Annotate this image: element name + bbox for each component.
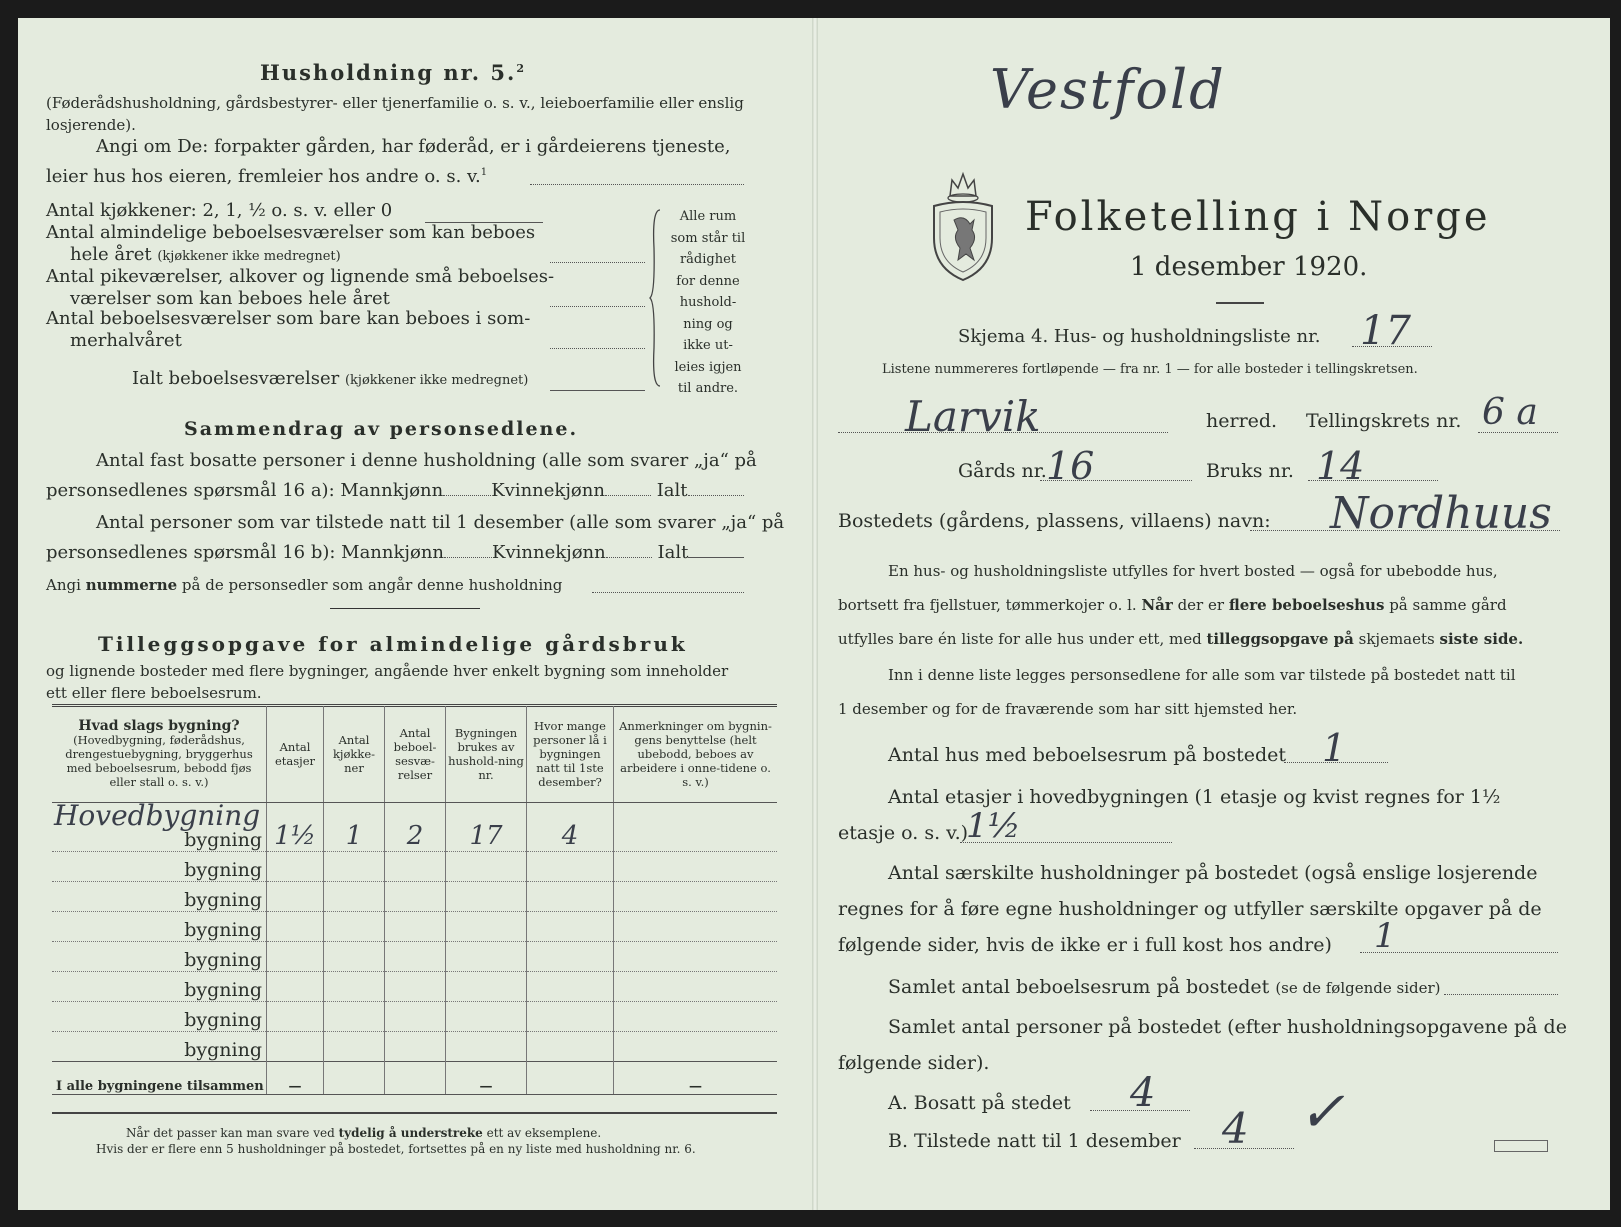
building-label: bygning	[184, 889, 262, 911]
cell-rum[interactable]	[385, 912, 446, 942]
building-type-cell[interactable]	[52, 852, 267, 882]
answer-line[interactable]	[1040, 480, 1192, 481]
gards-nr[interactable]: 16	[1046, 444, 1095, 488]
footnote-1: Når det passer kan man svare ved tydelig å understreke ett av eksemplene.	[126, 1126, 602, 1140]
building-label: bygning	[184, 859, 262, 881]
answer-line[interactable]	[592, 592, 744, 593]
q-alm-1: Antal almindelige beboelsesværelser som kan beboes	[46, 222, 536, 243]
q-sommer-2: merhalvåret	[70, 330, 182, 351]
tillegg-1: og lignende bosteder med flere bygninger, angående hver enkelt bygning som inneholder	[46, 662, 729, 680]
building-type-cell[interactable]	[52, 972, 267, 1002]
tellingskrets-label: Tellingskrets nr.	[1306, 410, 1462, 432]
q-angi-line1: Angi om De: forpakter gården, har føderåd, er i gårdeierens tjeneste,	[96, 136, 731, 157]
page-fold	[812, 18, 818, 1210]
cell-personer[interactable]	[527, 852, 614, 882]
cell-hushold[interactable]	[446, 972, 527, 1002]
tellingskrets-nr[interactable]: 6 a	[1482, 392, 1538, 433]
cell-rum[interactable]	[385, 972, 446, 1002]
answer-line[interactable]	[550, 262, 645, 263]
table-row	[52, 912, 777, 942]
q-pers-2: følgende sider).	[838, 1052, 990, 1074]
skjema-nr[interactable]: 17	[1360, 308, 1411, 354]
a-etasjer[interactable]: 1½	[966, 806, 1021, 846]
bosted-navn[interactable]: Nordhuus	[1330, 488, 1552, 539]
answer-line[interactable]	[960, 842, 1172, 843]
b-value[interactable]: 4	[1222, 1104, 1249, 1153]
col-anm: Anmerkninger om bygnin-gens benyttelse (helt ubebodd, beboes av arbeidere i onne-tidene o. s. v.)	[614, 706, 778, 803]
cell-rum[interactable]: 2	[385, 803, 446, 852]
coat-of-arms-icon	[930, 168, 996, 284]
cell-anm[interactable]	[614, 912, 778, 942]
cell-etasjer[interactable]	[267, 1002, 324, 1032]
cell-personer[interactable]	[527, 972, 614, 1002]
total-anm: —	[614, 1062, 778, 1095]
cell-rum[interactable]	[385, 942, 446, 972]
answer-line[interactable]	[550, 348, 645, 349]
para1-l1: En hus- og husholdningsliste utfylles for hvert bosted — også for ubebodde hus,	[888, 562, 1498, 580]
table-row	[52, 1002, 777, 1032]
cell-anm[interactable]	[614, 882, 778, 912]
answer-line[interactable]	[1194, 1148, 1294, 1149]
q-pike-1: Antal pikeværelser, alkover og lignende små beboelses-	[46, 266, 555, 287]
cell-personer[interactable]: 4	[527, 803, 614, 852]
cell-anm[interactable]	[614, 803, 778, 852]
cell-kjokkener[interactable]	[324, 1002, 385, 1032]
cell-hushold[interactable]	[446, 942, 527, 972]
col-hushold: Bygningen brukes av hushold-ning nr.	[446, 706, 527, 803]
cell-hushold[interactable]	[446, 852, 527, 882]
cell-rum[interactable]	[385, 852, 446, 882]
a-hus[interactable]: 1	[1322, 726, 1347, 770]
a-label: A. Bosatt på stedet	[888, 1092, 1071, 1114]
q-rum: Samlet antal beboelsesrum på bostedet (se de følgende sider)	[888, 976, 1441, 998]
table-row	[52, 803, 777, 852]
cell-anm[interactable]	[614, 972, 778, 1002]
cell-anm[interactable]	[614, 852, 778, 882]
cell-etasjer[interactable]	[267, 912, 324, 942]
b-label: B. Tilstede natt til 1 desember	[888, 1130, 1181, 1152]
sum-2b: personsedlenes spørsmål 16 b): Mannkjønn Kvinnekjønn Ialt	[46, 542, 744, 563]
divider	[1216, 302, 1264, 304]
bruks-label: Bruks nr.	[1206, 460, 1294, 482]
para1-l2: bortsett fra fjellstuer, tømmerkojer o. l. Når der er flere beboelseshus på samme gård	[838, 596, 1507, 614]
answer-line[interactable]	[1090, 1110, 1190, 1111]
cell-etasjer[interactable]	[267, 1032, 324, 1062]
answer-line[interactable]	[1352, 346, 1432, 347]
col-kjokkener: Antal kjøkke-ner	[324, 706, 385, 803]
cell-kjokkener[interactable]	[324, 942, 385, 972]
a-hush[interactable]: 1	[1374, 916, 1396, 956]
cell-personer[interactable]	[527, 882, 614, 912]
building-table	[52, 706, 777, 1095]
building-label: bygning	[184, 979, 262, 1001]
total-etasjer: —	[267, 1062, 324, 1095]
a-value[interactable]: 4	[1130, 1070, 1156, 1116]
building-type-handwritten: Hovedbygning	[54, 799, 261, 832]
building-label: bygning	[184, 949, 262, 971]
cell-hushold[interactable]	[446, 912, 527, 942]
census-date: 1 desember 1920.	[1130, 252, 1368, 282]
cell-kjokkener[interactable]	[324, 882, 385, 912]
cell-hushold[interactable]: 17	[446, 803, 527, 852]
building-type-cell[interactable]	[52, 799, 267, 852]
summary-title: Sammendrag av personsedlene.	[184, 418, 579, 440]
cell-etasjer[interactable]: 1½	[267, 803, 324, 852]
q-pers-1: Samlet antal personer på bostedet (efter husholdningsopgavene på de	[888, 1016, 1567, 1038]
household-note: (Føderådshusholdning, gårdsbestyrer- eller tjenerfamilie o. s. v., leieboerfamilie eller enslig losjerende).	[46, 94, 744, 134]
total-hushold: —	[446, 1062, 527, 1095]
building-label: bygning	[184, 829, 262, 851]
answer-line[interactable]	[1360, 952, 1558, 953]
main-title: Folketelling i Norge	[1025, 194, 1491, 240]
sum-1b: personsedlenes spørsmål 16 a): Mannkjønn Kvinnekjønn Ialt	[46, 480, 744, 501]
skjema-label: Skjema 4. Hus- og husholdningsliste nr.	[958, 326, 1321, 347]
table-total-row	[52, 1062, 777, 1095]
cell-personer[interactable]	[527, 1032, 614, 1062]
cell-etasjer[interactable]	[267, 852, 324, 882]
answer-line[interactable]	[550, 390, 645, 391]
table-row	[52, 882, 777, 912]
cell-anm[interactable]	[614, 942, 778, 972]
brace-note: Alle rum som står til rådighet for denne hushold- ning og ikke ut- leies igjen til andre.	[670, 209, 746, 396]
cell-personer[interactable]	[527, 942, 614, 972]
answer-line[interactable]	[1250, 530, 1560, 531]
col-personer: Hvor mange personer lå i bygningen natt til 1ste desember?	[527, 706, 614, 803]
total-rum	[385, 1062, 446, 1095]
cell-hushold[interactable]	[446, 882, 527, 912]
cell-hushold[interactable]	[446, 1032, 527, 1062]
herred-label: herred.	[1206, 410, 1278, 432]
cell-kjokkener[interactable]	[324, 972, 385, 1002]
para2-l2: 1 desember og for de fraværende som har sitt hjemsted her.	[838, 700, 1298, 718]
household-title: Husholdning nr. 5.$^2$	[260, 60, 526, 85]
q-angi-line2: leier hus hos eieren, fremleier hos andre o. s. v.$^1$	[46, 166, 488, 187]
cell-rum[interactable]	[385, 882, 446, 912]
tillegg-2: ett eller flere beboelsesrum.	[46, 684, 262, 702]
q-ialt: Ialt beboelsesværelser (kjøkkener ikke medregnet)	[132, 368, 529, 389]
cell-kjokkener[interactable]	[324, 1032, 385, 1062]
q-hush-3: følgende sider, hvis de ikke er i full kost hos andre)	[838, 934, 1332, 956]
q-hus: Antal hus med beboelsesrum på bostedet	[888, 744, 1287, 766]
building-label: bygning	[184, 919, 262, 941]
col-etasjer: Antal etasjer	[267, 706, 324, 803]
cell-personer[interactable]	[527, 1002, 614, 1032]
q-etasjer-2: etasje o. s. v.)	[838, 822, 969, 844]
gards-label: Gårds nr.	[958, 460, 1047, 482]
q-alm-2: hele året (kjøkkener ikke medregnet)	[70, 244, 341, 265]
divider	[330, 608, 480, 609]
answer-line[interactable]	[1444, 994, 1558, 995]
cell-personer[interactable]	[527, 912, 614, 942]
answer-line[interactable]	[1308, 480, 1438, 481]
col-rum: Antal beboel-sesvæ-relser	[385, 706, 446, 803]
para1-l3: utfylles bare én liste for alle hus under ett, med tilleggsopgave på skjemaets siste side.	[838, 630, 1524, 648]
brace-icon	[648, 208, 664, 388]
q-hush-1: Antal særskilte husholdninger på bostedet (også enslige losjerende	[888, 862, 1538, 884]
answer-line[interactable]	[1284, 762, 1388, 763]
q-kjokken: Antal kjøkkener: 2, 1, ½ o. s. v. eller 0	[46, 200, 393, 221]
q-etasjer-1: Antal etasjer i hovedbygningen (1 etasje og kvist regnes for 1½	[888, 786, 1501, 808]
answer-line[interactable]	[530, 184, 744, 185]
table-row	[52, 972, 777, 1002]
listene-note: Listene nummereres fortløpende — fra nr. 1 — for alle bosteder i tellingskretsen.	[882, 362, 1418, 377]
q-hush-2: regnes for å føre egne husholdninger og utfyller særskilte opgaver på de	[838, 898, 1542, 920]
angi-nummer: Angi nummerne på de personsedler som angår denne husholdning	[46, 576, 563, 594]
table-bottom-rule	[52, 1112, 777, 1114]
cell-kjokkener[interactable]	[324, 852, 385, 882]
cell-rum[interactable]	[385, 1032, 446, 1062]
building-type-cell[interactable]	[52, 882, 267, 912]
sum-2a: Antal personer som var tilstede natt til 1 desember (alle som svarer „ja“ på	[96, 512, 785, 533]
cell-hushold[interactable]	[446, 1002, 527, 1032]
herred-value[interactable]: Larvik	[905, 392, 1041, 441]
check-mark: ✓	[1298, 1080, 1345, 1145]
cell-kjokkener[interactable]	[324, 912, 385, 942]
table-row	[52, 852, 777, 882]
cell-anm[interactable]	[614, 1002, 778, 1032]
bosted-label: Bostedets (gårdens, plassens, villaens) navn:	[838, 510, 1271, 532]
cell-etasjer[interactable]	[267, 942, 324, 972]
para2-l1: Inn i denne liste legges personsedlene for alle som var tilstede på bostedet natt til	[888, 666, 1516, 684]
building-type-cell[interactable]	[52, 1032, 267, 1062]
building-label: bygning	[184, 1009, 262, 1031]
col-hvad: Hvad slags bygning? (Hovedbygning, føderådshus, drengestuebygning, bryggerhus med beboelsesrum, bebodd fjøs eller stall o. s. v.)	[52, 706, 267, 803]
total-kjokkener	[324, 1062, 385, 1095]
total-label: I alle bygningene tilsammen	[52, 1062, 267, 1095]
printer-mark	[1494, 1140, 1548, 1152]
cell-etasjer[interactable]	[267, 972, 324, 1002]
handwritten-region: Vestfold	[990, 58, 1226, 121]
answer-line[interactable]	[838, 432, 1168, 433]
tillegg-title: Tilleggsopgave for almindelige gårdsbruk	[98, 632, 688, 656]
cell-etasjer[interactable]	[267, 882, 324, 912]
answer-line[interactable]	[1478, 432, 1558, 433]
total-personer	[527, 1062, 614, 1095]
table-row	[52, 1032, 777, 1062]
sum-1a: Antal fast bosatte personer i denne husholdning (alle som svarer „ja“ på	[96, 450, 757, 471]
cell-kjokkener[interactable]: 1	[324, 803, 385, 852]
answer-line[interactable]	[550, 306, 645, 307]
q-sommer-1: Antal beboelsesværelser som bare kan beboes i som-	[46, 308, 531, 329]
bruks-nr[interactable]: 14	[1316, 444, 1365, 488]
cell-anm[interactable]	[614, 1032, 778, 1062]
building-label: bygning	[184, 1039, 262, 1061]
building-type-cell[interactable]	[52, 1002, 267, 1032]
footnote-2: Hvis der er flere enn 5 husholdninger på bostedet, fortsettes på en ny liste med husholdning nr. 6.	[96, 1142, 696, 1156]
building-type-cell[interactable]	[52, 942, 267, 972]
table-row	[52, 942, 777, 972]
building-type-cell[interactable]	[52, 912, 267, 942]
cell-rum[interactable]	[385, 1002, 446, 1032]
q-pike-2: værelser som kan beboes hele året	[70, 288, 390, 309]
